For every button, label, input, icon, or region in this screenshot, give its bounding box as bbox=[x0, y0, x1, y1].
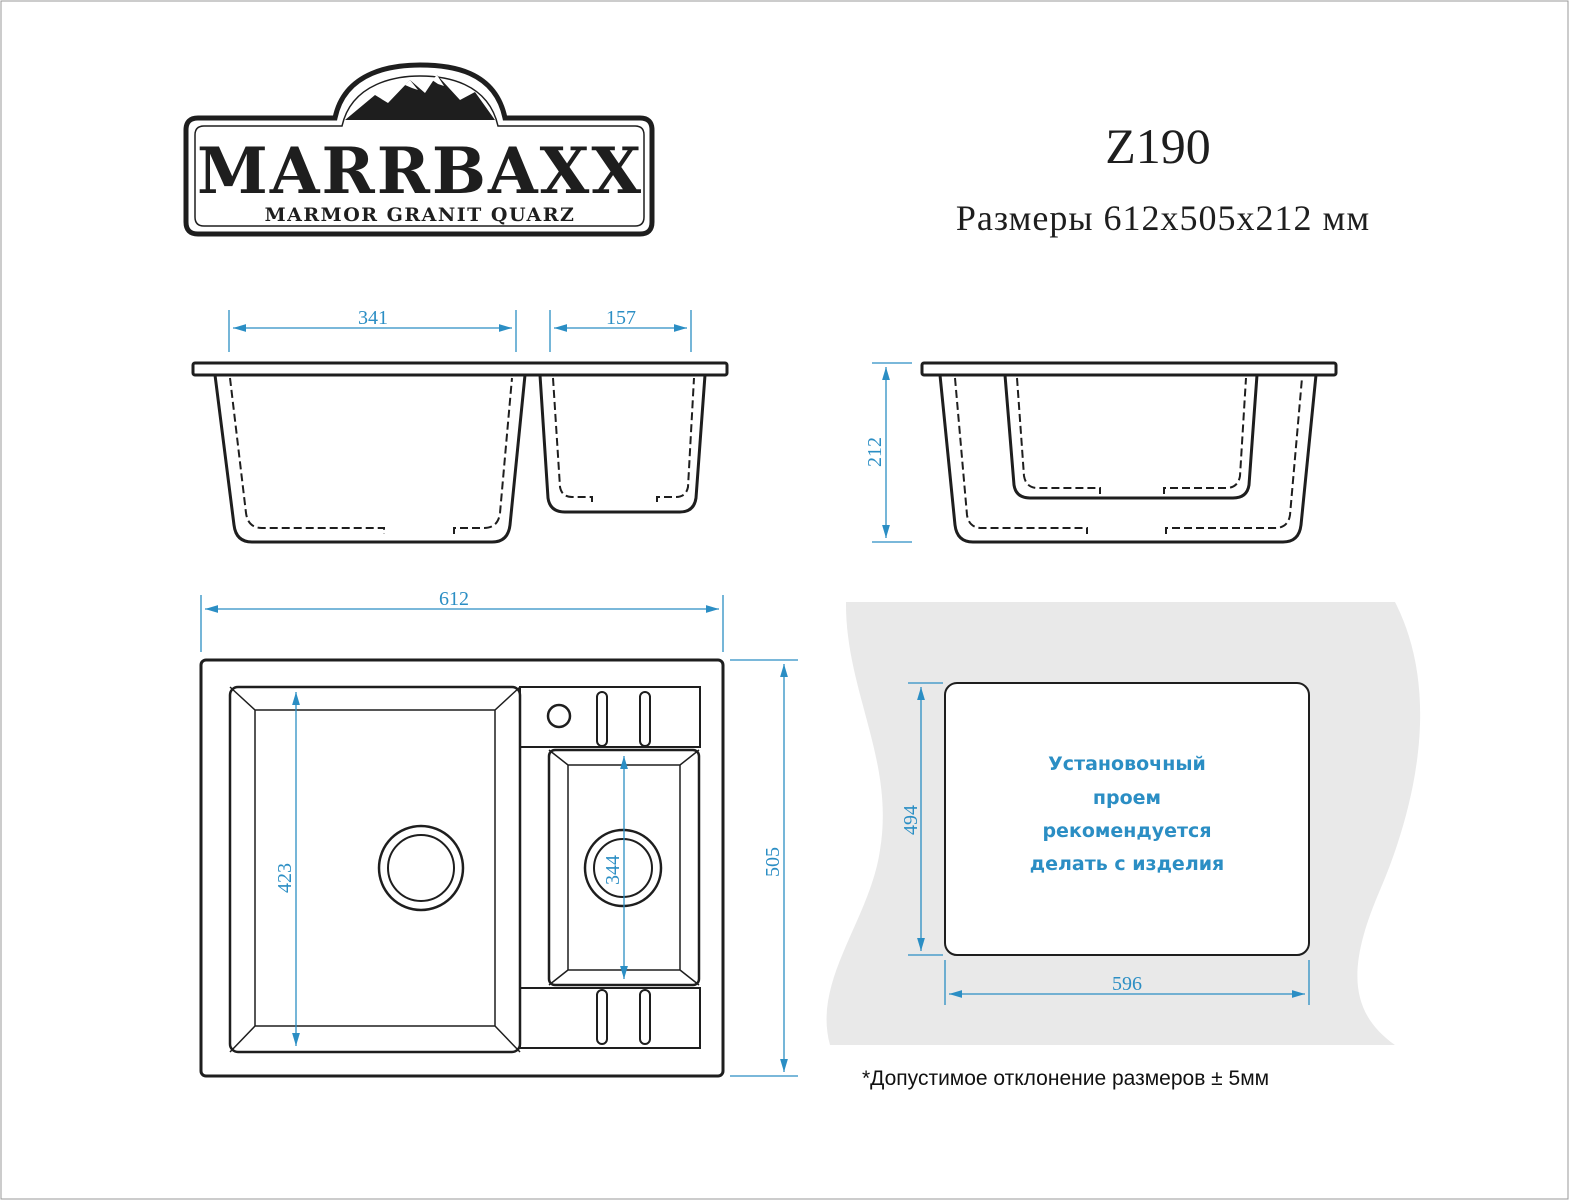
top-dimensions bbox=[201, 595, 798, 1076]
brand-name: MARRBAXX bbox=[197, 134, 643, 209]
dim-left-bowl-width: 341 bbox=[358, 307, 388, 329]
brand-tagline: MARMOR GRANIT QUARZ bbox=[264, 204, 576, 226]
dim-right-bowl-length: 344 bbox=[602, 855, 624, 885]
dim-cutout-height: 494 bbox=[900, 805, 922, 835]
front-view bbox=[193, 363, 727, 542]
model-title: Z190 bbox=[1105, 118, 1211, 174]
tolerance-note: *Допустимое отклонение размеров ± 5мм bbox=[862, 1067, 1270, 1090]
dim-overall-length: 505 bbox=[762, 847, 784, 877]
dim-right-bowl-width: 157 bbox=[606, 307, 636, 329]
cutout-text-line-2: проем bbox=[1092, 787, 1162, 809]
dim-left-bowl-length: 423 bbox=[274, 863, 296, 893]
dim-overall-width: 612 bbox=[439, 588, 469, 610]
side-view bbox=[922, 363, 1336, 542]
dim-depth: 212 bbox=[864, 437, 886, 467]
brand-logo bbox=[186, 65, 652, 234]
cutout-opening bbox=[945, 683, 1309, 955]
dim-cutout-width: 596 bbox=[1112, 973, 1142, 995]
cutout-text-line-3: рекомендуется bbox=[1042, 820, 1212, 842]
cutout-text-line-1: Установочный bbox=[1048, 753, 1206, 775]
size-line: Размеры 612x505x212 мм bbox=[955, 198, 1371, 238]
cutout-text-line-4: делать с изделия bbox=[1029, 853, 1225, 875]
